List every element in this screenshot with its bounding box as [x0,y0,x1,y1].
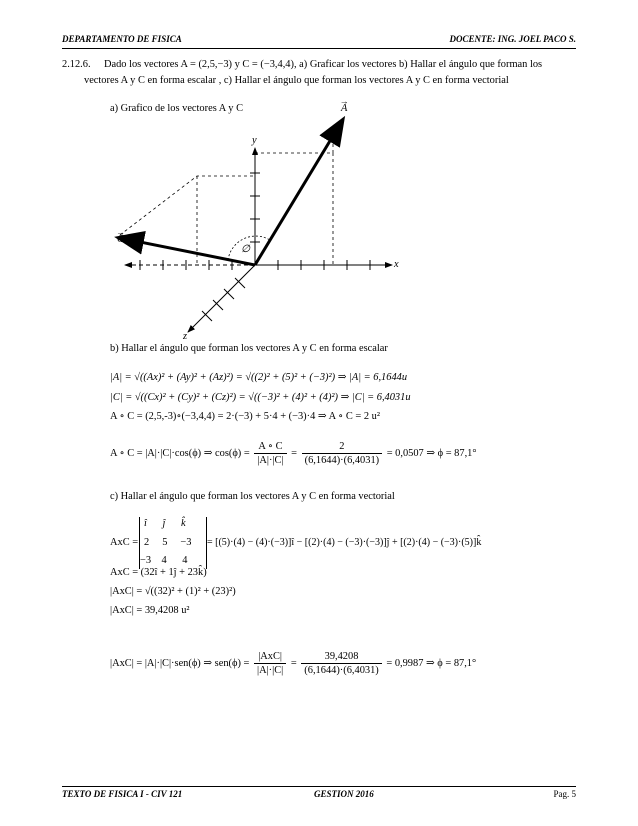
header-rule [62,48,576,49]
cosine-equation: A ∘ C = |A|·|C|·cos(ϕ) ⇒ cos(ϕ) = $\frac{A \circ C}{|A|\cdot|C|}$ = $\frac{2}{(6,1644)\cdot(6,4031)}$ = 0,0507 ⇒ ϕ = 87,1° [110,441,477,466]
sine-equation: |AxC| = |A|·|C|·sen(ϕ) ⇒ sen(ϕ) = $\frac{\text{|AxC|}}{|A|\cdot|C|}$ = $\frac{39,4208}{(6,1644)\cdot(6,4031)}$ = 0,9987 ⇒ ϕ = 87,1° [110,651,477,676]
det-row-1: î ĵ k̂ [144,518,186,529]
label-angle: ∅ [241,244,251,255]
sine-fraction-symbolic: $\frac{\text{|AxC|}}{|A|\cdot|C|}$ [254,650,286,677]
label-y-axis: y [252,135,257,146]
magnitude-a-equation: |A| = √((Ax)² + (Ay)² + (Az)²) = √((2)² + (5)² + (−3)²) ⇒ |A| = 6,1644u [110,372,408,383]
det-row-3: −3 4 4 [140,555,188,566]
header-teacher: DOCENTE: ING. JOEL PACO S. [449,34,576,44]
cosine-fraction-numeric: $\frac{2}{(6,1644)\cdot(6,4031)}$ [302,440,382,467]
footer-course: TEXTO DE FISICA I - CIV 121 [62,789,183,799]
z-axis-ticks [202,278,245,321]
vector-diagram [0,100,638,340]
label-vector-a: → A [341,102,347,116]
label-vector-c: → C [117,233,124,247]
z-axis [188,265,255,332]
vector-a-arrow [255,121,342,265]
cross-product-magnitude-expr: |AxC| = √((32)² + (1)² + (23)²) [110,586,236,597]
cross-product-magnitude-value: |AxC| = 39,4208 u² [110,605,190,616]
cross-product-result: AxC = (32î + 1ĵ + 23k̂) [110,567,207,578]
cross-product-lhs: AxC = [110,537,139,548]
page-footer [62,789,576,799]
magnitude-c-equation: |C| = √((Cx)² + (Cy)² + (Cz)²) = √((−3)² + (4)² + (4)²) ⇒ |C| = 6,4031u [110,392,411,403]
determinant-matrix [139,517,207,569]
footer-rule [62,786,576,787]
problem-number: 2.12.6. [62,59,91,70]
part-b-title: b) Hallar el ángulo que forman los vectores A y C en forma escalar [110,343,388,354]
page-header [62,34,576,48]
problem-line-1: Dado los vectores A = (2,5,−3) y C = (−3,4,4), a) Graficar los vectores b) Hallar el ángulo que forman los [104,59,543,70]
footer-page-number: Pag. 5 [553,789,576,799]
part-a-title: a) Grafico de los vectores A y C [110,103,244,114]
det-row-2: 2 5 −3 [144,537,192,548]
dot-product-equation: A ∘ C = (2,5,-3)∘(−3,4,4) = 2·(−3) + 5·4 + (−3)·4 ⇒ A ∘ C = 2 u² [110,411,380,422]
cross-product-expansion: = [(5)·(4) − (4)·(−3)]î − [(2)·(4) − (−3)·(−3)]ĵ + [(2)·(4) − (−3)·(5)]k̂ [207,537,482,548]
sine-fraction-numeric: $\frac{39,4208}{(6,1644)\cdot(6,4031)}$ [301,650,381,677]
header-department: DEPARTAMENTO DE FISICA [62,34,182,44]
footer-term: GESTION 2016 [314,789,374,799]
part-c-title: c) Hallar el ángulo que forman los vectores A y C en forma vectorial [110,491,395,502]
label-z-axis: z [183,331,188,342]
problem-line-2: vectores A y C en forma escalar , c) Hallar el ángulo que forman los vectores A y C en forma vectorial [84,75,509,86]
cosine-fraction-symbolic: $\frac{A \circ C}{|A|\cdot|C|}$ [254,440,286,467]
label-x-axis: x [394,259,399,270]
